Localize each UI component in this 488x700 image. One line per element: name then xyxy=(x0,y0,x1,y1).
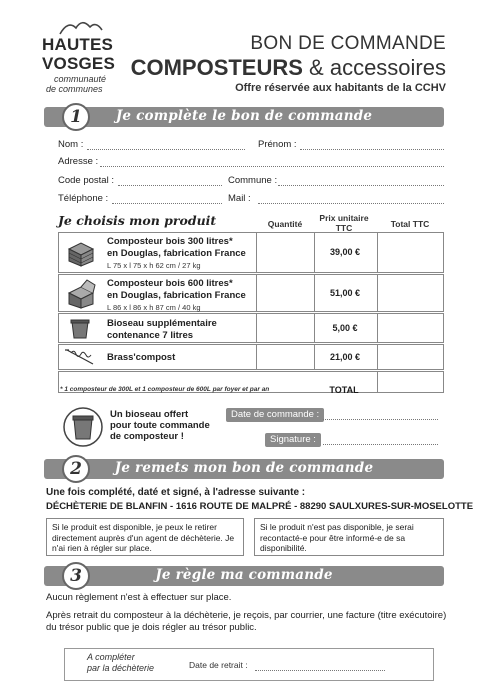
col-total: Total TTC xyxy=(390,219,430,229)
retrait-label-1: A compléter xyxy=(87,652,135,662)
product-row-1 xyxy=(58,232,444,273)
box-unavailable: Si le produit n'est pas disponible, je serai recontacté-e pour être informé-e de sa disponibilité. xyxy=(254,518,444,556)
commune-label: Commune : xyxy=(228,175,278,186)
telephone-field[interactable] xyxy=(112,203,222,204)
product-1-name2: en Douglas, fabrication France xyxy=(107,248,246,259)
product-1-name xyxy=(107,236,246,272)
step2-intro: Une fois complété, daté et signé, à l'adresse suivante : xyxy=(46,487,306,498)
adresse-label: Adresse : xyxy=(58,156,99,167)
section2-number: 2 xyxy=(62,455,90,483)
product-3-name2: contenance 7 litres xyxy=(107,330,194,341)
section1-number: 1 xyxy=(62,103,90,131)
product-2-dims: L 86 x l 86 x h 87 cm / 40 kg xyxy=(107,303,201,312)
section2-banner xyxy=(44,459,444,479)
product-1-dims: L 75 x l 75 x h 62 cm / 27 kg xyxy=(107,261,201,270)
nom-field[interactable] xyxy=(87,149,245,150)
signature-field[interactable] xyxy=(323,444,438,445)
wooden-composter-icon xyxy=(65,239,97,267)
retrait-box xyxy=(64,648,434,681)
logo xyxy=(38,18,124,102)
product-2-name1: Composteur bois 600 litres* xyxy=(107,278,233,289)
product-4-price: 21,00 € xyxy=(329,352,361,362)
title-composteurs-bold: COMPOSTEURS xyxy=(130,55,303,80)
date-commande-label: Date de commande : xyxy=(226,408,324,422)
mail-label: Mail : xyxy=(228,193,251,204)
bucket-gift-icon xyxy=(62,406,104,448)
compost-aerator-icon xyxy=(63,347,99,367)
code-postal-field[interactable] xyxy=(118,185,222,186)
section1-title: Je complète le bon de commande xyxy=(115,108,373,124)
mail-field[interactable] xyxy=(258,203,444,204)
box-available: Si le produit est disponible, je peux le retirer directement auprès d'un agent de déchèterie. Je n'ai rien à régler sur place. xyxy=(46,518,244,556)
retrait-label xyxy=(87,652,154,674)
prenom-label: Prénom : xyxy=(258,139,297,150)
product-row-4 xyxy=(58,344,444,370)
step2-address: DÉCHÈTERIE DE BLANFIN - 1616 ROUTE DE MALPRÉ - 88290 SAULXURES-SUR-MOSELOTTE xyxy=(46,501,474,512)
col-prix: Prix unitaire TTC xyxy=(319,213,369,233)
product-2-name xyxy=(107,278,246,314)
nom-label: Nom : xyxy=(58,139,84,150)
adresse-field[interactable] xyxy=(100,166,444,167)
retrait-date-label: Date de retrait : xyxy=(189,660,248,670)
telephone-label: Téléphone : xyxy=(58,193,109,204)
title-bon-de-commande: BON DE COMMANDE xyxy=(250,33,446,54)
signature-label: Signature : xyxy=(265,433,321,447)
gift-line-1: Un bioseau offert xyxy=(110,409,189,420)
title-accessoires: & accessoires xyxy=(302,55,446,80)
step3-line-3: du trésor public que je dois régler au trésor public. xyxy=(46,622,257,633)
logo-vosges: VOSGES xyxy=(42,54,116,73)
wooden-composter-open-icon xyxy=(65,279,97,309)
product-3-name1: Bioseau supplémentaire xyxy=(107,318,217,329)
logo-hautes: HAUTES xyxy=(42,35,114,54)
product-row-2 xyxy=(58,274,444,312)
section2-title: Je remets mon bon de commande xyxy=(114,460,374,476)
product-table xyxy=(58,232,444,400)
products-heading: Je choisis mon produit xyxy=(58,213,217,228)
commune-field[interactable] xyxy=(278,185,444,186)
prenom-field[interactable] xyxy=(300,149,444,150)
product-row-3 xyxy=(58,313,444,343)
footnote: * 1 composteur de 300L et 1 composteur de 600L par foyer et par an xyxy=(60,386,270,393)
date-commande-field[interactable] xyxy=(323,419,438,420)
gift-line-2: pour toute commande xyxy=(110,420,210,431)
product-4-name: Brass'compost xyxy=(107,352,176,363)
code-postal-label: Code postal : xyxy=(58,175,114,186)
retrait-label-2: par la déchèterie xyxy=(87,663,155,673)
product-3-price: 5,00 € xyxy=(332,323,358,333)
retrait-date-field[interactable] xyxy=(255,670,385,671)
mountain-logo-icon xyxy=(58,18,104,36)
gift-line-3: de composteur ! xyxy=(110,431,184,442)
logo-communaute: communauté xyxy=(54,74,107,84)
section3-title: Je règle ma commande xyxy=(155,567,333,583)
section3-banner xyxy=(44,566,444,586)
subtitle-offre: Offre réservée aux habitants de la CCHV xyxy=(235,82,446,94)
step3-line-1: Aucun règlement n'est à effectuer sur place. xyxy=(46,592,232,603)
product-3-name xyxy=(107,318,217,342)
gift-text xyxy=(110,409,210,442)
product-2-price: 51,00 € xyxy=(329,288,361,298)
product-1-name1: Composteur bois 300 litres* xyxy=(107,236,233,247)
title-composteurs xyxy=(131,55,446,81)
section3-number: 3 xyxy=(62,562,90,590)
col-quantite: Quantité xyxy=(267,219,303,229)
bucket-icon xyxy=(69,318,91,340)
section1-banner xyxy=(44,107,444,127)
product-1-price: 39,00 € xyxy=(329,247,361,257)
step3-line-2: Après retrait du composteur à la déchèterie, je reçois, par courrier, une facture (titre exécutoire) xyxy=(46,610,447,621)
product-2-name2: en Douglas, fabrication France xyxy=(107,290,246,301)
total-label: TOTAL xyxy=(329,385,359,395)
logo-de-communes: de communes xyxy=(46,84,103,94)
